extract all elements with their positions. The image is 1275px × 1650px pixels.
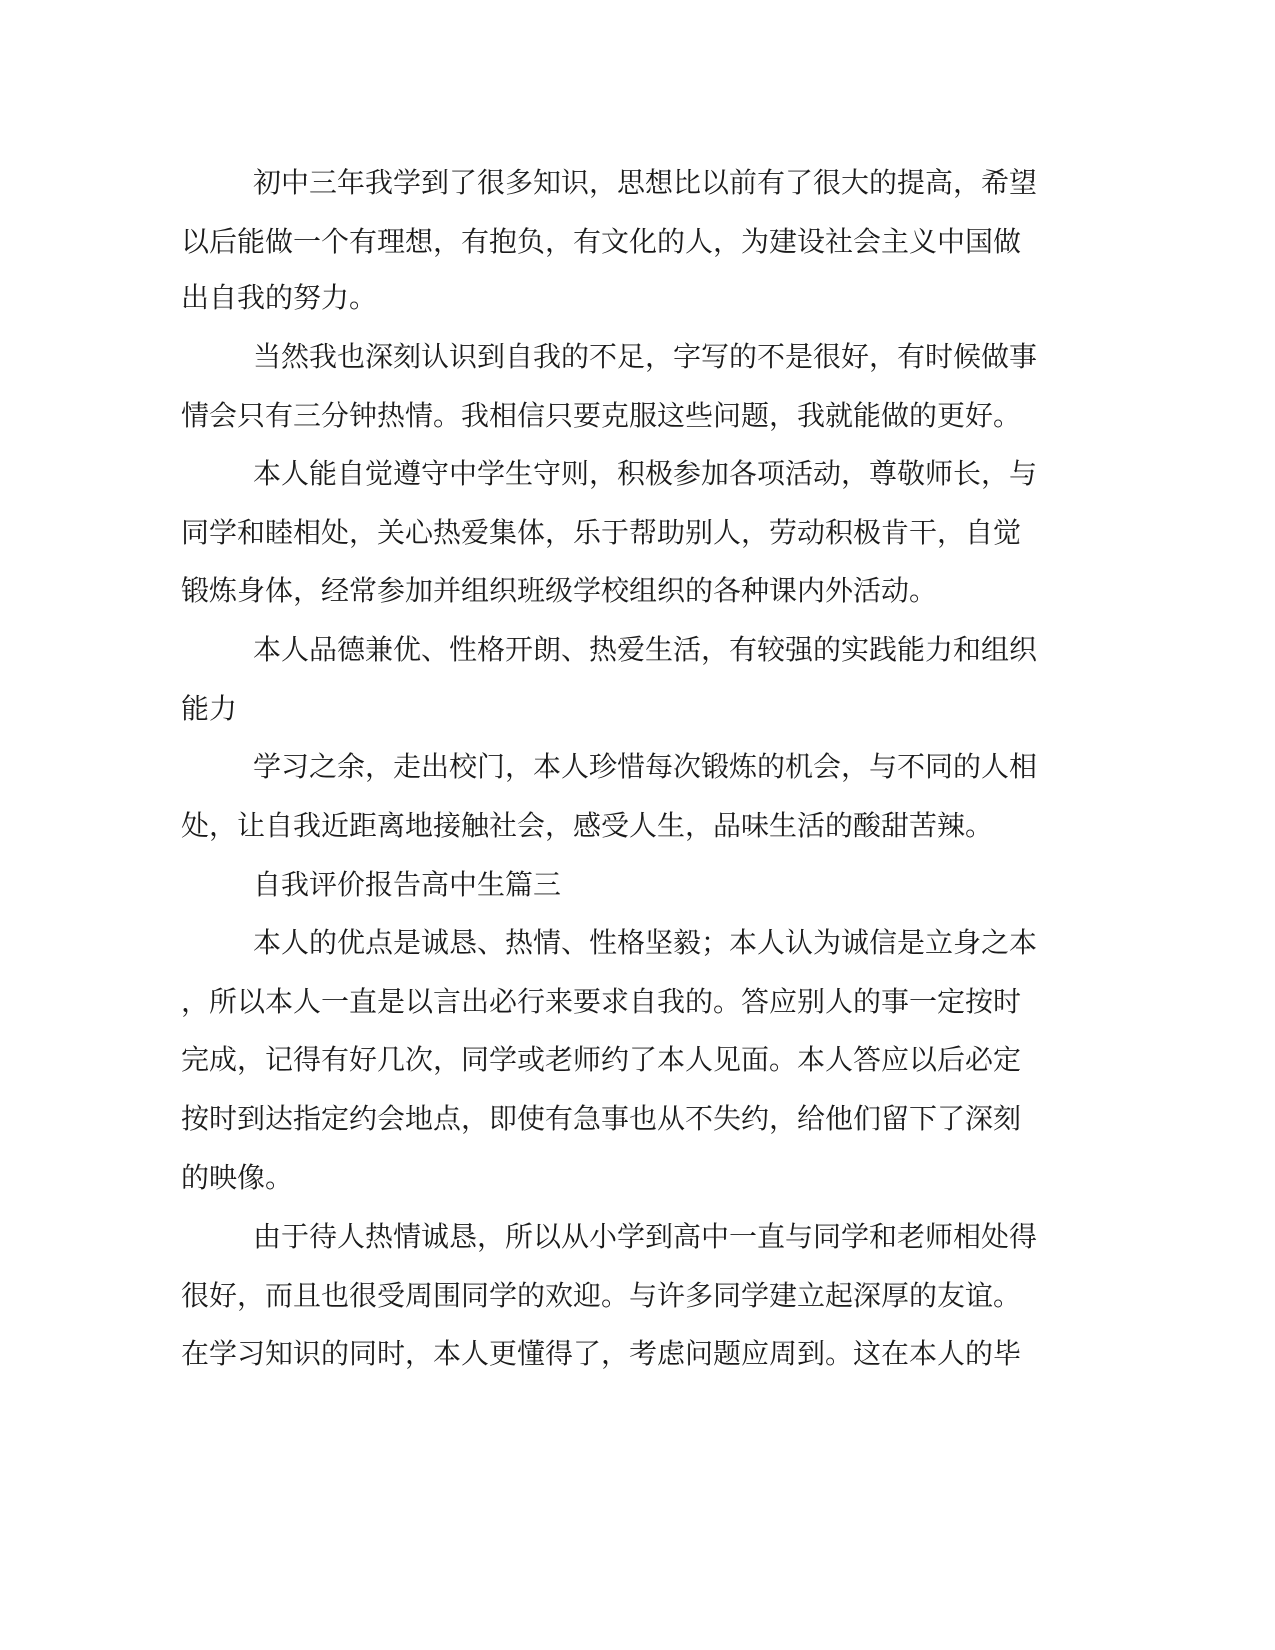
text-line: 按时到达指定约会地点，即使有急事也从不失约，给他们留下了深刻 — [181, 1102, 1022, 1135]
section-heading: 自我评价报告高中生篇三 — [253, 868, 562, 901]
text-line: 在学习知识的同时，本人更懂得了，考虑问题应周到。这在本人的毕 — [181, 1337, 1022, 1370]
text-line: 以后能做一个有理想，有抱负，有文化的人，为建设社会主义中国做 — [181, 225, 1022, 258]
text-line: 情会只有三分钟热情。我相信只要克服这些问题，我就能做的更好。 — [181, 399, 1022, 432]
text-line: 很好，而且也很受周围同学的欢迎。与许多同学建立起深厚的友谊。 — [181, 1279, 1022, 1312]
text-line: 处，让自我近距离地接触社会，感受人生，品味生活的酸甜苦辣。 — [181, 809, 994, 842]
text-line: 学习之余，走出校门，本人珍惜每次锻炼的机会，与不同的人相 — [253, 750, 1038, 783]
text-line: 本人的优点是诚恳、热情、性格坚毅；本人认为诚信是立身之本 — [253, 926, 1038, 959]
text-line: 初中三年我学到了很多知识，思想比以前有了很大的提高，希望 — [253, 166, 1038, 199]
text-line: 能力 — [181, 692, 238, 725]
text-line: 由于待人热情诚恳，所以从小学到高中一直与同学和老师相处得 — [253, 1220, 1038, 1253]
text-line: 当然我也深刻认识到自我的不足，字写的不是很好，有时候做事 — [253, 340, 1038, 373]
text-line: ，所以本人一直是以言出必行来要求自我的。答应别人的事一定按时 — [181, 985, 1022, 1018]
text-line: 锻炼身体，经常参加并组织班级学校组织的各种课内外活动。 — [181, 574, 938, 607]
text-line: 本人能自觉遵守中学生守则，积极参加各项活动，尊敬师长，与 — [253, 457, 1038, 490]
text-line: 出自我的努力。 — [181, 281, 378, 314]
text-line: 同学和睦相处，关心热爱集体，乐于帮助别人，劳动积极肯干，自觉 — [181, 516, 1022, 549]
text-line: 完成，记得有好几次，同学或老师约了本人见面。本人答应以后必定 — [181, 1043, 1022, 1076]
text-line: 的映像。 — [181, 1161, 294, 1194]
text-line: 本人品德兼优、性格开朗、热爱生活，有较强的实践能力和组织 — [253, 633, 1038, 666]
